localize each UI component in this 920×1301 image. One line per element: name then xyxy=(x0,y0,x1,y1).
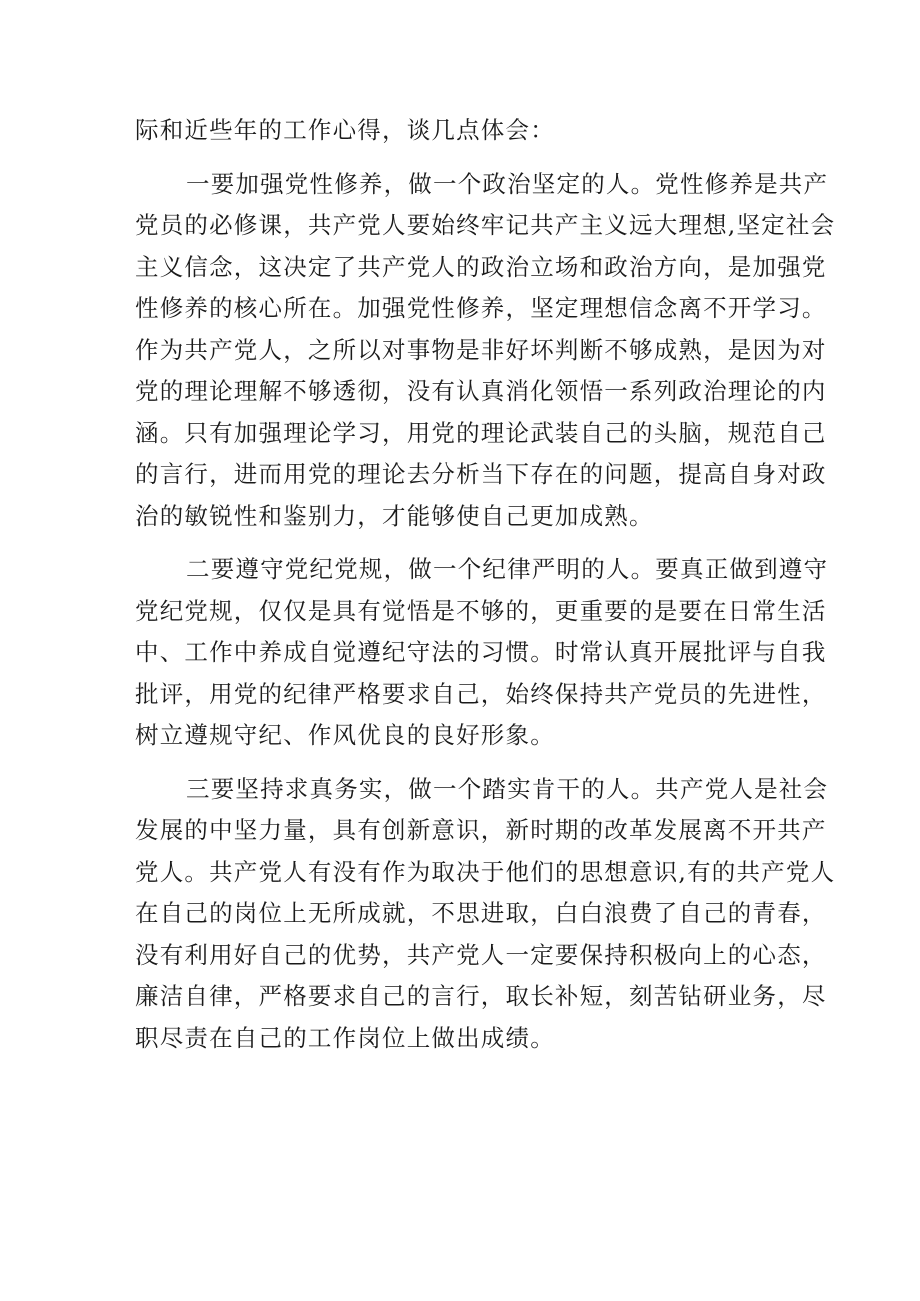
paragraph xyxy=(135,110,795,152)
paragraph xyxy=(135,549,829,757)
text-line: 廉洁自律，严格要求自己的言行，取长补短，刻苦钻研业务，尽 xyxy=(135,982,827,1010)
text-line: 三要坚持求真务实，做一个踏实肯干的人。共产党人是社会 xyxy=(186,774,829,803)
paragraph-gap xyxy=(135,537,795,549)
text-line: 性修养的核心所在。加强党性修养，坚定理想信念离不开学习。 xyxy=(135,294,827,322)
text-line: 主义信念，这决定了共产党人的政治立场和政治方向，是加强党 xyxy=(135,252,827,281)
paragraph xyxy=(135,769,836,1060)
document-body xyxy=(135,110,836,1059)
text-line: 发展的中坚力量，具有创新意识，新时期的改革发展离不开共产 xyxy=(135,816,827,844)
paragraph xyxy=(135,164,836,538)
text-line: 职尽责在自己的工作岗位上做出成绩。 xyxy=(135,1023,555,1052)
text-line: 党人。共产党人有没有作为取决于他们的思想意识,有的共产党人 xyxy=(135,857,836,886)
paragraph-gap xyxy=(135,757,795,769)
text-line: 一要加强党性修养，做一个政治坚定的人。党性修养是共产 xyxy=(186,169,829,198)
text-line: 在自己的岗位上无所成就，不思进取，白白浪费了自己的青春， xyxy=(135,899,827,927)
text-line: 际和近些年的工作心得，谈几点体会： xyxy=(135,116,555,144)
text-line: 党纪党规，仅仅是具有觉悟是不够的，更重要的是要在日常生活 xyxy=(135,596,827,625)
text-line: 二要遵守党纪党规，做一个纪律严明的人。要真正做到遵守 xyxy=(186,555,829,583)
text-line: 批评，用党的纪律严格要求自己，始终保持共产党员的先进性， xyxy=(135,679,827,708)
text-line: 没有利用好自己的优势，共产党人一定要保持积极向上的心态， xyxy=(135,940,827,969)
text-line: 树立遵规守纪、作风优良的良好形象。 xyxy=(135,721,555,749)
text-line: 中、工作中养成自觉遵纪守法的习惯。时常认真开展批评与自我 xyxy=(135,638,827,666)
text-line: 涵。只有加强理论学习，用党的理论武装自己的头脑，规范自己 xyxy=(135,418,827,447)
paragraph-gap xyxy=(135,152,795,164)
text-line: 党的理论理解不够透彻，没有认真消化领悟一系列政治理论的内 xyxy=(135,377,827,405)
text-line: 治的敏锐性和鉴别力，才能够使自己更加成熟。 xyxy=(135,501,654,530)
text-line: 党员的必修课，共产党人要始终牢记共产主义远大理想,坚定社会 xyxy=(135,211,836,239)
text-line: 作为共产党人，之所以对事物是非好坏判断不够成熟，是因为对 xyxy=(135,335,827,364)
text-line: 的言行，进而用党的理论去分析当下存在的问题，提高自身对政 xyxy=(135,460,827,488)
